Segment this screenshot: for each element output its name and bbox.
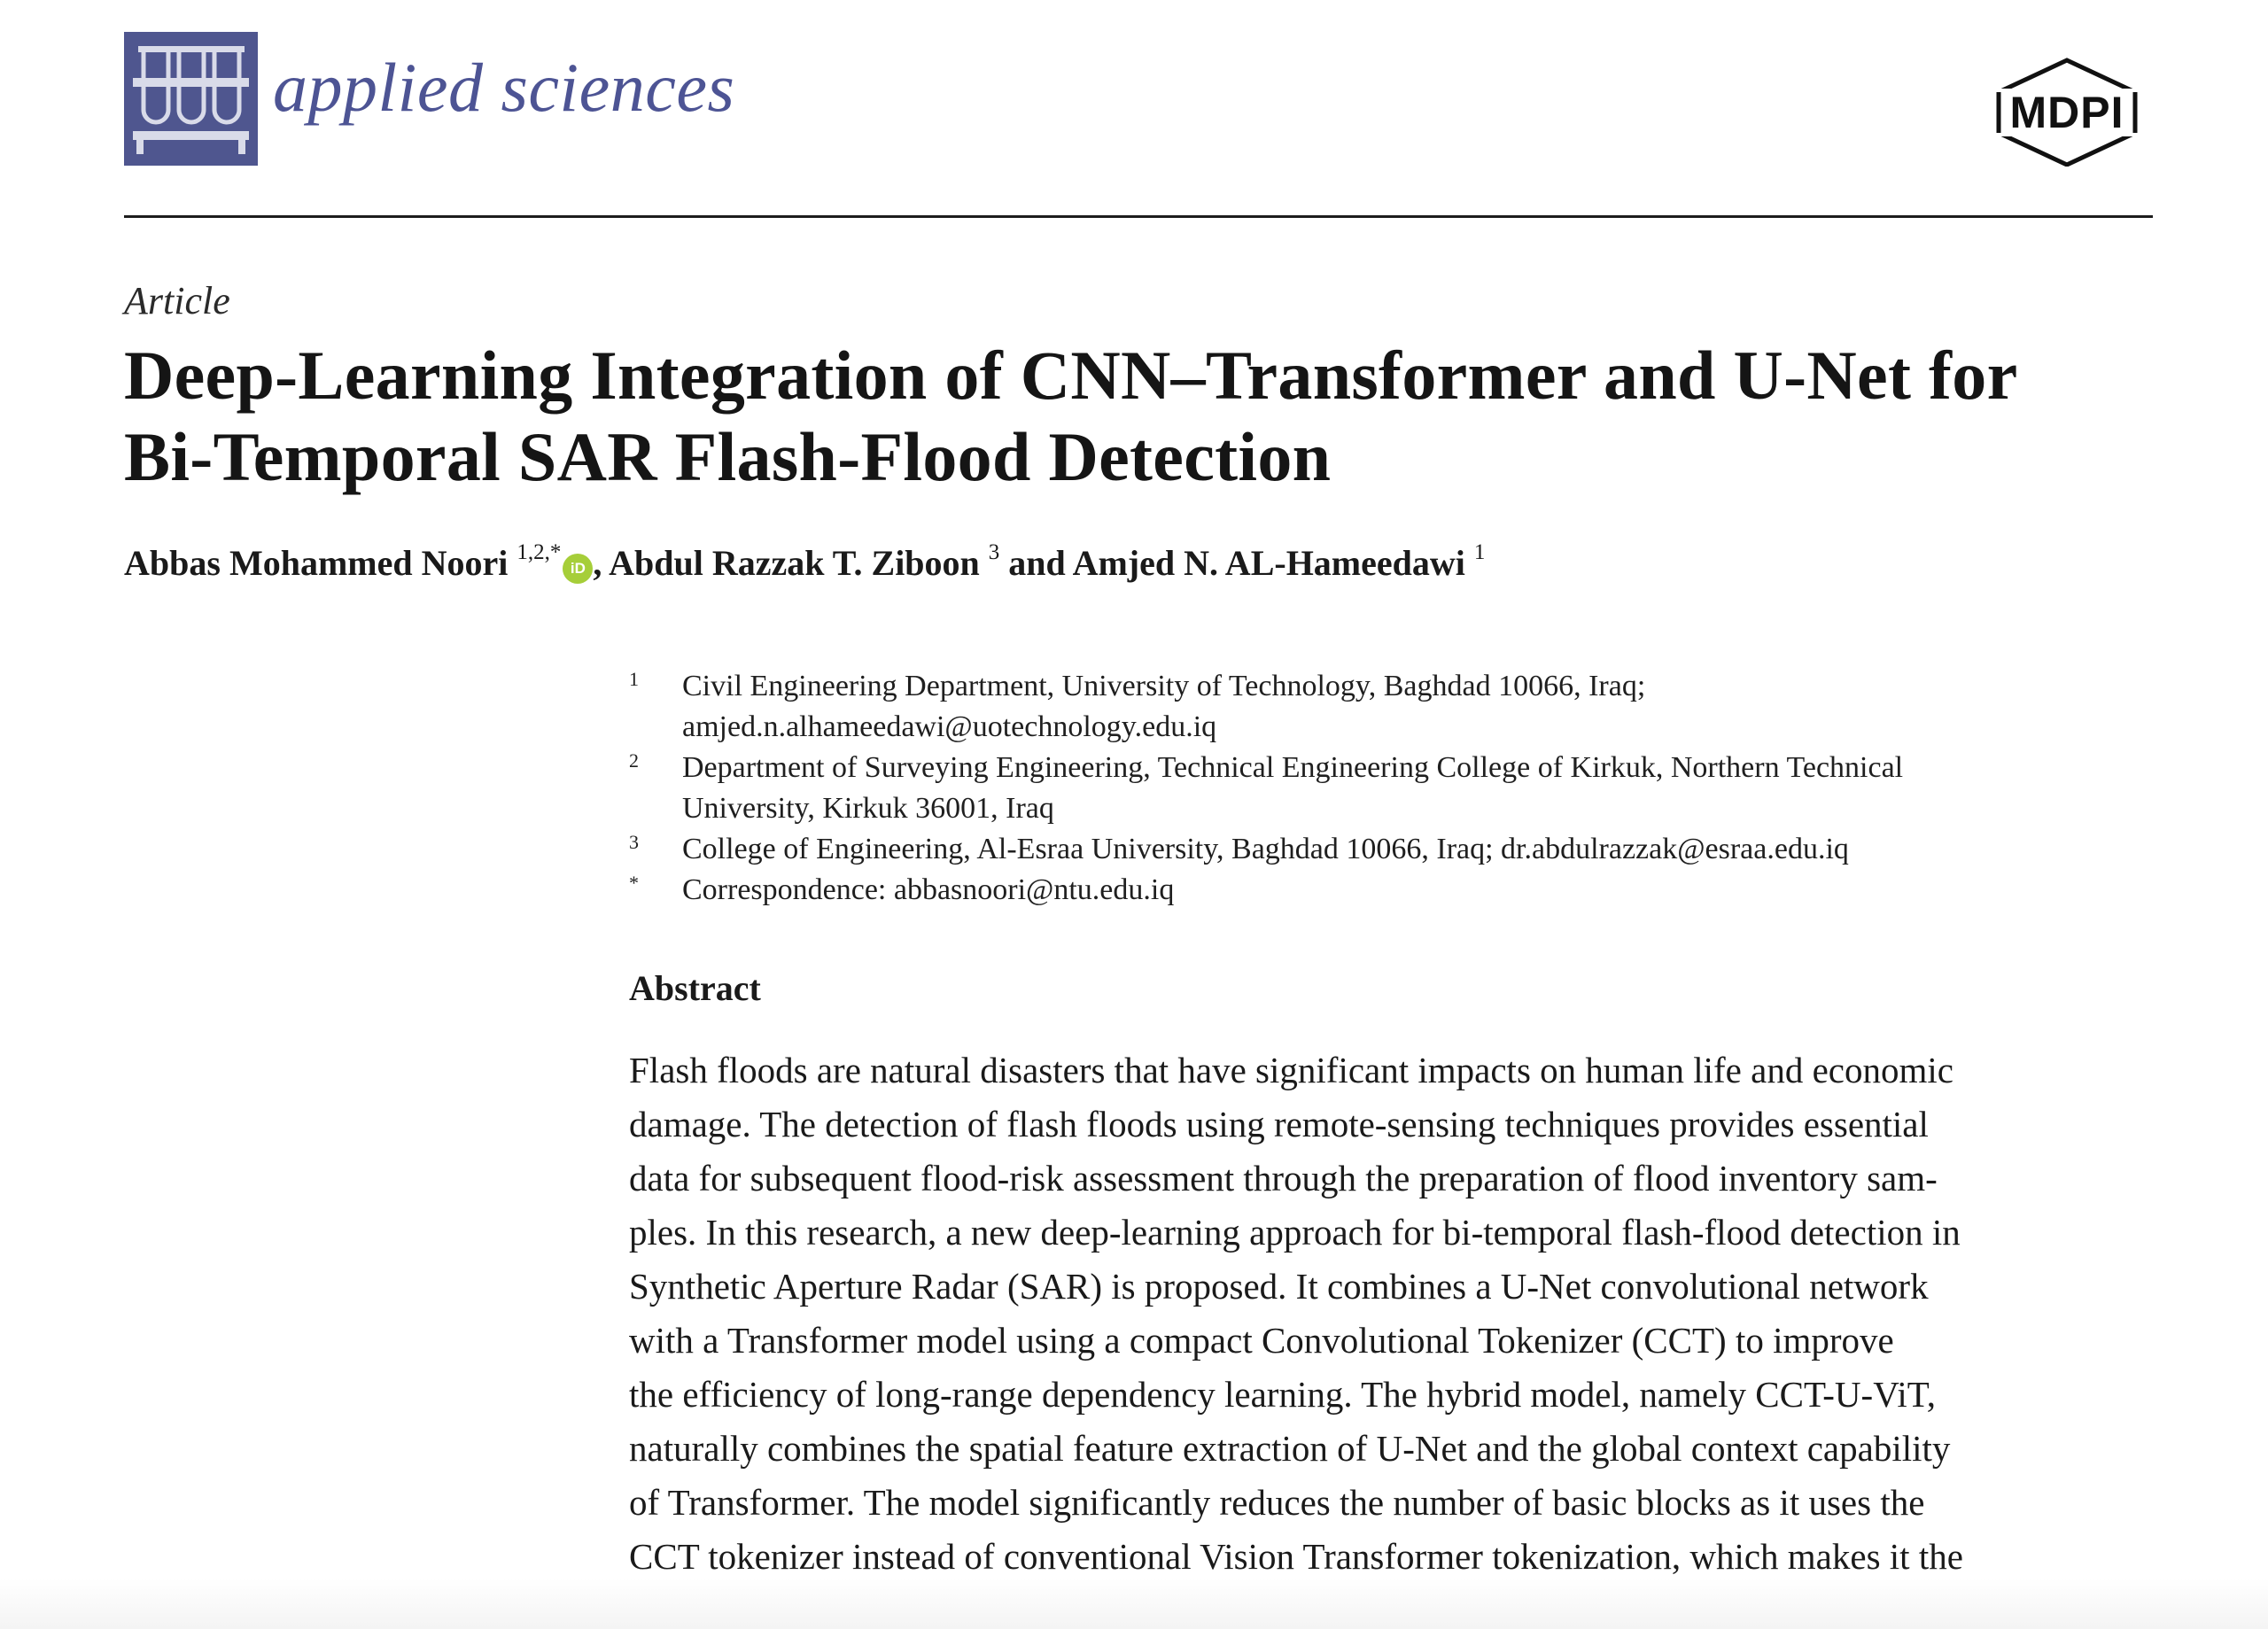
abstract-line: CCT tokenizer instead of conventional Vision Transformer tokenization, which makes it the bbox=[629, 1536, 1963, 1577]
journal-name: applied sciences bbox=[273, 49, 735, 126]
publisher-name: MDPI bbox=[2009, 88, 2124, 137]
abstract-line: data for subsequent flood-risk assessment through the preparation of flood inventory sam- bbox=[629, 1158, 1938, 1198]
abstract-body bbox=[629, 1043, 2153, 1584]
correspondence-email-link[interactable]: Correspondence: abbasnoori@ntu.edu.iq bbox=[682, 873, 1175, 906]
author-separator: , bbox=[593, 543, 610, 583]
abstract-line: ples. In this research, a new deep-learning approach for bi-temporal flash-flood detection in bbox=[629, 1212, 1961, 1253]
abstract-line: damage. The detection of flash floods using remote-sensing techniques provides essential bbox=[629, 1104, 1929, 1144]
author-affiliation-marks: 1 bbox=[1473, 540, 1486, 564]
journal-logo bbox=[124, 32, 258, 166]
author-name[interactable]: Abbas Mohammed Noori bbox=[124, 543, 509, 583]
affiliations bbox=[629, 666, 2153, 911]
abstract-line: Flash floods are natural disasters that have significant impacts on human life and economic bbox=[629, 1050, 1953, 1090]
author-affiliation-marks: 1,2,* bbox=[517, 540, 562, 564]
abstract-heading: Abstract bbox=[629, 968, 761, 1008]
affiliation-text: University, Kirkuk 36001, Iraq bbox=[682, 792, 1054, 825]
affiliation-text: Department of Surveying Engineering, Technical Engineering College of Kirkuk, Northern Technical bbox=[682, 751, 1904, 784]
affiliation-item bbox=[629, 748, 2153, 829]
test-tubes-icon bbox=[124, 32, 258, 166]
affiliation-text: College of Engineering, Al-Esraa University, Baghdad 10066, Iraq; dr.abdulrazzak@esraa.edu.iq bbox=[682, 833, 1849, 865]
author-affiliation-marks: 3 bbox=[988, 540, 1000, 564]
affiliation-text: Civil Engineering Department, University of Technology, Baghdad 10066, Iraq; bbox=[682, 670, 1646, 702]
title-line: Bi-Temporal SAR Flash-Flood Detection bbox=[124, 418, 1332, 495]
orcid-icon[interactable]: iD bbox=[563, 554, 593, 584]
abstract-line: with a Transformer model using a compact Convolutional Tokenizer (CCT) to improve bbox=[629, 1320, 1894, 1361]
title-line: Deep-Learning Integration of CNN–Transformer and U-Net for bbox=[124, 337, 2018, 414]
publisher-logo bbox=[1983, 57, 2151, 167]
article-type: Article bbox=[124, 279, 230, 322]
affiliation-marker: 1 bbox=[629, 668, 639, 690]
affiliation-item bbox=[629, 829, 2153, 870]
article-title bbox=[124, 335, 2171, 498]
affiliation-marker: 3 bbox=[629, 831, 639, 853]
page-bottom-fade bbox=[0, 1579, 2268, 1629]
affiliation-marker: * bbox=[629, 872, 639, 894]
affiliation-marker: 2 bbox=[629, 749, 639, 772]
correspondence-item bbox=[629, 870, 2153, 911]
abstract-line: of Transformer. The model significantly reduces the number of basic blocks as it uses the bbox=[629, 1482, 1925, 1523]
author-name[interactable]: Abdul Razzak T. Ziboon bbox=[609, 543, 980, 583]
affiliation-email-link[interactable]: amjed.n.alhameedawi@uotechnology.edu.iq bbox=[682, 710, 1217, 743]
abstract-line: Synthetic Aperture Radar (SAR) is proposed. It combines a U-Net convolutional network bbox=[629, 1266, 1929, 1307]
author-name[interactable]: Amjed N. AL-Hameedawi bbox=[1072, 543, 1465, 583]
abstract-line: the efficiency of long-range dependency learning. The hybrid model, namely CCT-U-ViT, bbox=[629, 1374, 1936, 1415]
affiliation-item bbox=[629, 666, 2153, 748]
author-list bbox=[124, 542, 1485, 585]
author-separator: and bbox=[999, 543, 1073, 583]
abstract-line: naturally combines the spatial feature extraction of U-Net and the global context capability bbox=[629, 1428, 1951, 1469]
header-divider bbox=[124, 215, 2153, 218]
